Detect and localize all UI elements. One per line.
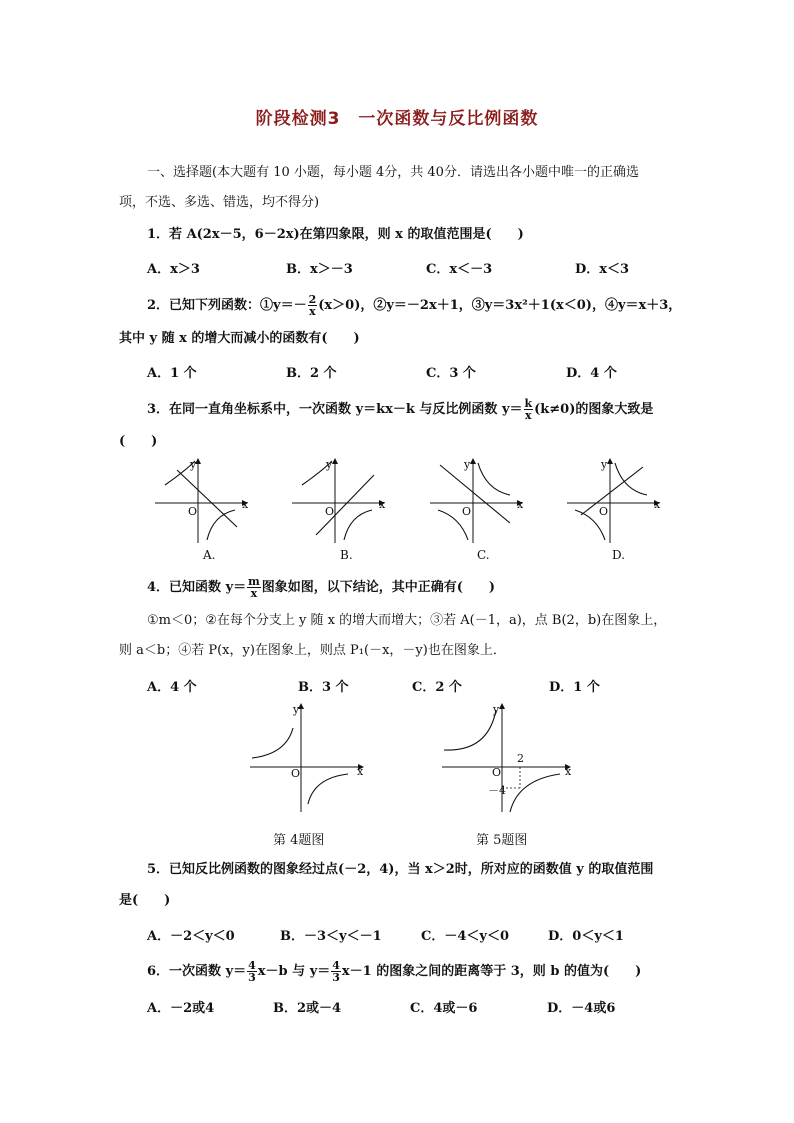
figure-5-graph — [440, 700, 575, 815]
q3-stem-part-b: (k≠0)的图象大致是 — [534, 402, 654, 417]
q2-option-c: C．3 个 — [426, 366, 476, 381]
q5-option-b: B．－3＜y＜－1 — [280, 929, 382, 944]
q4-option-d: D．1 个 — [549, 680, 600, 695]
question-4-stem — [147, 576, 495, 599]
question-4-statements-line2: 则 a＜b；④若 P(x，y)在图象上，则点 P₁(－x，－y)也在图象上． — [119, 643, 506, 658]
q4-stem-part-a: 4．已知函数 y＝ — [147, 580, 247, 595]
fig5-axis-x-label: x — [565, 765, 572, 778]
q4-fraction — [247, 576, 261, 599]
q4-option-a: A．4 个 — [147, 680, 197, 695]
question-5-stem-line2: 是( ) — [119, 893, 171, 908]
origin-label: O — [462, 505, 472, 518]
origin-label: O — [188, 505, 198, 518]
line-graph — [177, 470, 237, 527]
q6-frac1-denominator: 3 — [248, 971, 256, 984]
question-2-stem — [147, 294, 681, 317]
q4-frac-denominator: x — [250, 587, 258, 600]
q3-frac-numerator: k — [524, 397, 533, 410]
q3-graph-b-label: B. — [340, 548, 353, 562]
q6-option-b: B．2或－4 — [273, 1001, 342, 1016]
q3-graph-d — [567, 455, 667, 545]
q3-frac-denominator: x — [525, 409, 532, 422]
question-3-stem — [147, 398, 653, 421]
hyperbola-branch — [510, 774, 560, 812]
q3-graph-c-label: C. — [477, 548, 490, 562]
q6-frac2-numerator: 4 — [332, 959, 340, 972]
fig5-axis-y-label: y — [493, 703, 500, 716]
q5-option-d: D．0＜y＜1 — [548, 929, 624, 944]
q2-option-d: D．4 个 — [566, 366, 617, 381]
q6-stem-part-a: 6．一次函数 y＝ — [147, 964, 247, 979]
axis-y-label: y — [326, 458, 333, 471]
q6-frac2-denominator: 3 — [332, 971, 340, 984]
q4-stem-part-b: 图象如图，以下结论，其中正确有( ) — [261, 580, 496, 595]
figure-4-caption: 第 4题图 — [273, 833, 325, 848]
fig4-axis-x-label: x — [357, 765, 364, 778]
q6-option-d: D．－4或6 — [547, 1001, 616, 1016]
figure-4-graph — [248, 700, 368, 815]
q2-frac-numerator: 2 — [308, 293, 317, 306]
q2-option-b: B．2 个 — [286, 366, 337, 381]
q6-option-a: A．－2或4 — [147, 1001, 215, 1016]
q3-graph-a-label: A. — [203, 548, 216, 562]
q2-stem-part-b: (x＞0)，②y＝－2x＋1，③y＝3x²＋1(x＜0)，④y＝x＋3， — [318, 298, 682, 313]
q6-stem-part-c: x－1 的图象之间的距离等于 3，则 b 的值为( ) — [341, 964, 642, 979]
question-2-stem-line2: 其中 y 随 x 的增大而减小的函数有( ) — [119, 331, 360, 346]
fig5-tick-x: 2 — [517, 752, 524, 765]
fig5-origin-label: O — [492, 766, 502, 779]
section-instructions-line1: 一、选择题(本大题有 10 小题，每小题 4分，共 40分．请选出各小题中唯一的正确选 — [147, 165, 639, 180]
q3-graph-a — [155, 455, 255, 545]
fig4-axis-y-label: y — [293, 703, 300, 716]
q2-option-a: A．1 个 — [147, 366, 197, 381]
q4-option-b: B．3 个 — [298, 680, 349, 695]
question-5-stem: 5．已知反比例函数的图象经过点(－2，4)，当 x＞2时，所对应的函数值 y 的取值范围 — [147, 862, 654, 877]
hyperbola-branch — [444, 710, 496, 750]
origin-label: O — [325, 505, 335, 518]
q1-option-c: C．x＜－3 — [426, 262, 493, 277]
section-instructions-line2: 项，不选、多选、错选，均不得分) — [119, 195, 320, 210]
q3-stem-part-a: 3．在同一直角坐标系中，一次函数 y＝kx－k 与反比例函数 y＝ — [147, 402, 523, 417]
axis-x-label: x — [242, 498, 249, 511]
hyperbola-branch — [252, 728, 293, 758]
q6-option-c: C．4或－6 — [410, 1001, 478, 1016]
axis-y-label: y — [601, 458, 608, 471]
q5-option-c: C．－4＜y＜0 — [421, 929, 509, 944]
q2-frac-denominator: x — [309, 305, 316, 318]
question-6-stem — [147, 960, 641, 983]
axis-x-label: x — [379, 498, 386, 511]
page-title: 阶段检测3 一次函数与反比例函数 — [255, 109, 539, 129]
axis-y-label: y — [464, 458, 471, 471]
q1-option-d: D．x＜3 — [575, 262, 630, 277]
q4-option-c: C．2 个 — [412, 680, 462, 695]
question-4-statements-line1: ①m＜0；②在每个分支上 y 随 x 的增大而增大；③若 A(－1，a)，点 B(2，b)在图象上， — [147, 613, 667, 628]
q6-fraction-1 — [247, 960, 257, 983]
q2-stem-part-a: 2．已知下列函数：①y＝－ — [147, 298, 307, 313]
q3-graph-d-label: D. — [612, 548, 626, 562]
question-3-stem-line2: ( ) — [119, 434, 158, 449]
q3-fraction — [524, 398, 534, 421]
axis-x-label: x — [654, 498, 661, 511]
axis-y-label: y — [190, 458, 197, 471]
q2-fraction — [308, 294, 318, 317]
q1-option-b: B．x＞－3 — [286, 262, 353, 277]
q6-frac1-numerator: 4 — [248, 959, 256, 972]
hyperbola-branch — [308, 774, 348, 804]
question-1-stem: 1．若 A(2x－5，6－2x)在第四象限，则 x 的取值范围是( ) — [147, 227, 524, 242]
q3-graph-b — [292, 455, 392, 545]
q3-graph-c — [430, 455, 530, 545]
q1-option-a: A．x＞3 — [147, 262, 200, 277]
axis-x-label: x — [517, 498, 524, 511]
fig4-origin-label: O — [291, 767, 301, 780]
q6-fraction-2 — [331, 960, 341, 983]
q5-option-a: A．－2＜y＜0 — [147, 929, 235, 944]
q6-stem-part-b: x－b 与 y＝ — [257, 964, 331, 979]
origin-label: O — [599, 505, 609, 518]
fig5-tick-y: －4 — [488, 784, 506, 797]
hyperbola-branch — [207, 510, 235, 540]
figure-5-caption: 第 5题图 — [476, 833, 528, 848]
q4-frac-numerator: m — [248, 575, 260, 588]
